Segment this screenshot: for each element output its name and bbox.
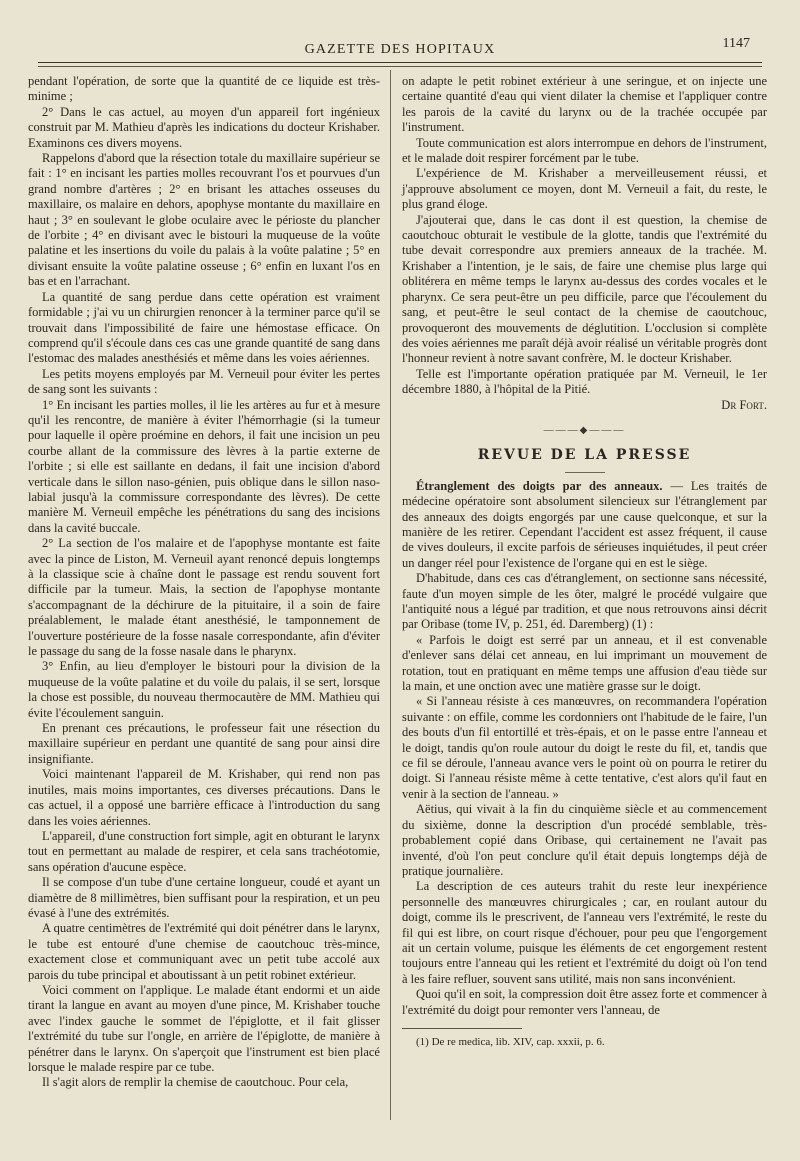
ornament-divider: ———◆——— [543,424,626,436]
paragraph: « Si l'anneau résiste à ces manœuvres, on recommandera l'opération suivante : on effile, comme les cordonniers ont l'habitude de le faire, l'un des bouts d'un fil entortillé et très-épais, et on le passe entre l'anneau et le doigt, tandis qu'on roule autour du doigt le reste du fil, et, tandis que ce fil se déroule, l'anneau avance vers le point où on pourra le retirer du doigt. Si l'anneau résiste même à cette tentative, c'est alors qu'il faut en venir à la section de l'anneau. » [402,694,767,801]
paragraph: D'habitude, dans ces cas d'étranglement, on sectionne sans nécessité, faute d'un moyen simple de les ôter, malgré le procédé vulgaire que l'antiquité nous a légué par tradition, et que nous retrouvons ainsi décrit par Oribase (tome IV, p. 251, éd. Daremberg) (1) : [402,571,767,632]
paragraph: A quatre centimètres de l'extrémité qui doit pénétrer dans le larynx, le tube est entouré d'une chemise de caoutchouc très-mince, exactement close et communiquant avec un petit tube accolé aux parois du tube principal et aboutissant à un petit robinet extérieur. [28,921,380,982]
review-lead-text: — Les traités de médecine opératoire sont absolument silencieux sur l'étranglement par des anneaux des doigts engorgés par une cause quelconque, et sur la manière de les retirer. Cependant l'accident est assez fréquent, il cause de vives douleurs, il excite parfois de sérieuses inquiétudes, il peut créer un danger réel pour l'existence de l'organe qui en est le siège. [402,478,767,570]
paragraph: on adapte le petit robinet extérieur à une seringue, et on injecte une certaine quantité d'eau qui vient dilater la chemise et l'appliquer contre les parois de la cavité du larynx ou de la trachée occupée par l'instrument. [402,74,767,135]
paragraph: Quoi qu'il en soit, la compression doit être assez forte et commencer à l'extrémité du doigt pour remonter vers l'anneau, de [402,987,767,1017]
paragraph: Telle est l'importante opération pratiquée par M. Verneuil, le 1er décembre 1880, à l'hôpital de la Pitié. [402,366,767,397]
paragraph: En prenant ces précautions, le professeur fait une résection du maxillaire supérieur en perdant une quantité de sang pour ainsi dire insignifiante. [28,721,380,766]
paragraph: Toute communication est alors interrompue en dehors de l'instrument, et le malade doit respirer forcément par le tube. [402,135,767,166]
paragraph: Les petits moyens employés par M. Verneuil pour éviter les pertes de sang sont les suivants : [28,366,380,397]
signature [402,398,767,413]
paragraph: Voici comment on l'applique. Le malade étant endormi et un aide tirant la langue en avant au moyen d'une pince, M. Krishaber touche avec l'index gauche le sommet de l'épiglotte, et il fait glisser l'extrémité du tube sur l'ongle, en arrière de l'épiglotte, de manière à pénétrer dans le larynx. On s'aperçoit que l'instrument est bien placé lorsque le malade respire par ce tube. [28,982,380,1074]
paragraph: La description de ces auteurs trahit du reste leur inexpérience personnelle des manœuvres chirurgicales ; car, en roulant autour du doigt, comme ils le prescrivent, de l'anneau vers l'extrémité, le reste du fil qui est libre, on court risque d'échouer, pour peu que l'engorgement ait un certain volume, puisque les éléments de cet engorgement restent toujours entre l'anneau qui les retient et l'extrémité du doigt où l'on tend à les faire refluer, souvent sans utilité, mais non sans inconvénient. [402,879,767,986]
left-column [28,74,380,1091]
paragraph: 1° En incisant les parties molles, il lie les artères au fur et à mesure qu'il les rencontre, de manière à éviter l'hémorrhagie (si la tumeur pour laquelle il opère proémine en dehors, il fait une incision un peu courbe allant de la commissure des lèvres à la partie externe de l'orbite ; si elle est saillante en dedans, il fait une incision d'abord verticale dans le sillon naso-génien, puis oblique dans le sillon naso-labial jusqu'à la commissure correspondante des lèvres). De cette manière M. Verneuil empêche les pénétrations du sang des incisions dans la cavité buccale. [28,397,380,535]
section-rule [565,472,605,473]
paragraph: Il s'agit alors de remplir la chemise de caoutchouc. Pour cela, [42,1075,349,1090]
footnote-rule [402,1028,522,1029]
right-column [402,74,767,1050]
paragraph: « Parfois le doigt est serré par un anneau, et il est convenable d'enlever sans délai cet anneau, en lui imprimant un mouvement de rotation, tout en pratiquant en même temps une affusion d'eau tiède sur la main, et une onction avec une matière grasse sur le doigt. [402,632,767,694]
page-number: 1147 [722,36,750,51]
header-rule [38,62,762,63]
paragraph: pendant l'opération, de sorte que la quantité de ce liquide est très-minime ; [28,74,380,104]
review-lead-title: Étranglement des doigts par des anneaux. [416,478,663,493]
paragraph: 2° Dans le cas actuel, au moyen d'un appareil fort ingénieux construit par M. Mathieu d'après les indications du docteur Krishaber. Examinons ces divers moyens. [28,104,380,150]
paragraph: L'appareil, d'une construction fort simple, agit en obturant le larynx tout en permettant au malade de respirer, et cela sans trachéotomie, sans opération d'aucune espèce. [28,828,380,874]
paragraph: Aëtius, qui vivait à la fin du cinquième siècle et au commencement du sixième, donne la description d'un procédé semblable, très-probablement copié dans Oribase, qui certainement ne l'avait pas inventé, d'où l'on peut conclure qu'il était depuis longtemps déjà de pratique journalière. [402,802,767,878]
paragraph: J'ajouterai que, dans le cas dont il est question, la chemise de caoutchouc obturait le vestibule de la glotte, tandis que l'extrémité du tube devait correspondre aux premiers anneaux de la trachée. M. Krishaber a l'intention, je le sais, de faire une chemise plus large qui oblitérera en même temps le larynx au-dessus des cordes vocales et le pharynx. Ce sera peut-être un peu difficile, parce que l'écoulement du sang, et peut-être le seul contact de la chemise de caoutchouc, provoqueront des mouvements de déglutition. L'occlusion si complète des voies aériennes me paraît déjà avoir réalisé un véritable progrès dont l'honneur revient à notre savant confrère, M. le docteur Krishaber. [402,212,767,366]
paragraph: 3° Enfin, au lieu d'employer le bistouri pour la division de la muqueuse de la voûte palatine et du voile du palais, il se sert, lorsque la chose est possible, du nouveau thermocautère de MM. Mathieu qui évite l'écoulement sanguin. [28,659,380,720]
page-header [0,30,800,60]
paragraph: Il se compose d'un tube d'une certaine longueur, coudé et ayant un diamètre de 8 millimètres, bien suffisant pour la respiration, et un peu évasé à l'une des extrémités. [28,875,380,920]
paragraph: L'expérience de M. Krishaber a merveilleusement réussi, et j'approuve absolument ce moyen, dont M. Verneuil a fait, du reste, le plus grand éloge. [402,166,767,212]
review-lead-paragraph [402,479,767,571]
journal-title: GAZETTE DES HOPITAUX [304,42,496,57]
column-divider [390,70,391,1120]
paragraph: Rappelons d'abord que la résection totale du maxillaire supérieur se fait : 1° en incisant les parties molles recouvrant l'os et pourvues d'un grand nombre d'artères ; 2° en brisant les attaches osseuses du maxillaire, os malaire en dehors, apophyse montante du maxillaire en haut ; 3° en soulevant le globe oculaire avec le périoste du plancher de l'orbite ; 4° en divisant avec le bistouri la muqueuse de la voûte palatine et les insertions du voile du palais à la voûte palatine ; 5° en divisant ensuite la voûte palatine osseuse ; 6° enfin en luxant l'os en bas et en l'arrachant. [28,151,380,289]
paragraph: La quantité de sang perdue dans cette opération est vraiment formidable ; j'ai vu un chirurgien renoncer à la terminer parce qu'il se trouvait dans l'impossibilité de faire une hémostase efficace. On comprend qu'il s'écoule dans ces cas une grande quantité de sang dans l'estomac des malades anesthésiés et même dans les voies aériennes. [28,289,380,366]
author-signature: Dr Fort. [721,397,767,412]
section-title: REVUE DE LA PRESSE [477,447,692,464]
footnote: (1) De re medica, lib. XIV, cap. xxxii, p. 6. [416,1035,605,1048]
paragraph: Voici maintenant l'appareil de M. Krishaber, qui rend non pas inutiles, mais moins importantes, ces diverses précautions. Dans le cas actuel, il a opposé une barrière efficace à l'introduction du sang dans les voies aériennes. [28,767,380,828]
paragraph: 2° La section de l'os malaire et de l'apophyse montante est faite avec la pince de Liston, M. Verneuil ayant renoncé depuis longtemps à la classique scie à chaîne dont le passage est rendu souvent fort difficile par la tumeur. Mais, la section de l'apophyse montante s'accompagnant de la déchirure de la pituitaire, il a soin de faire préalablement, le malade étant anesthésié, le tamponnement de l'ouverture postérieure de la fosse nasale correspondante, afin d'éviter le passage du sang de la fosse nasale dans le pharynx. [28,536,380,659]
header-rule-thin [38,66,762,67]
